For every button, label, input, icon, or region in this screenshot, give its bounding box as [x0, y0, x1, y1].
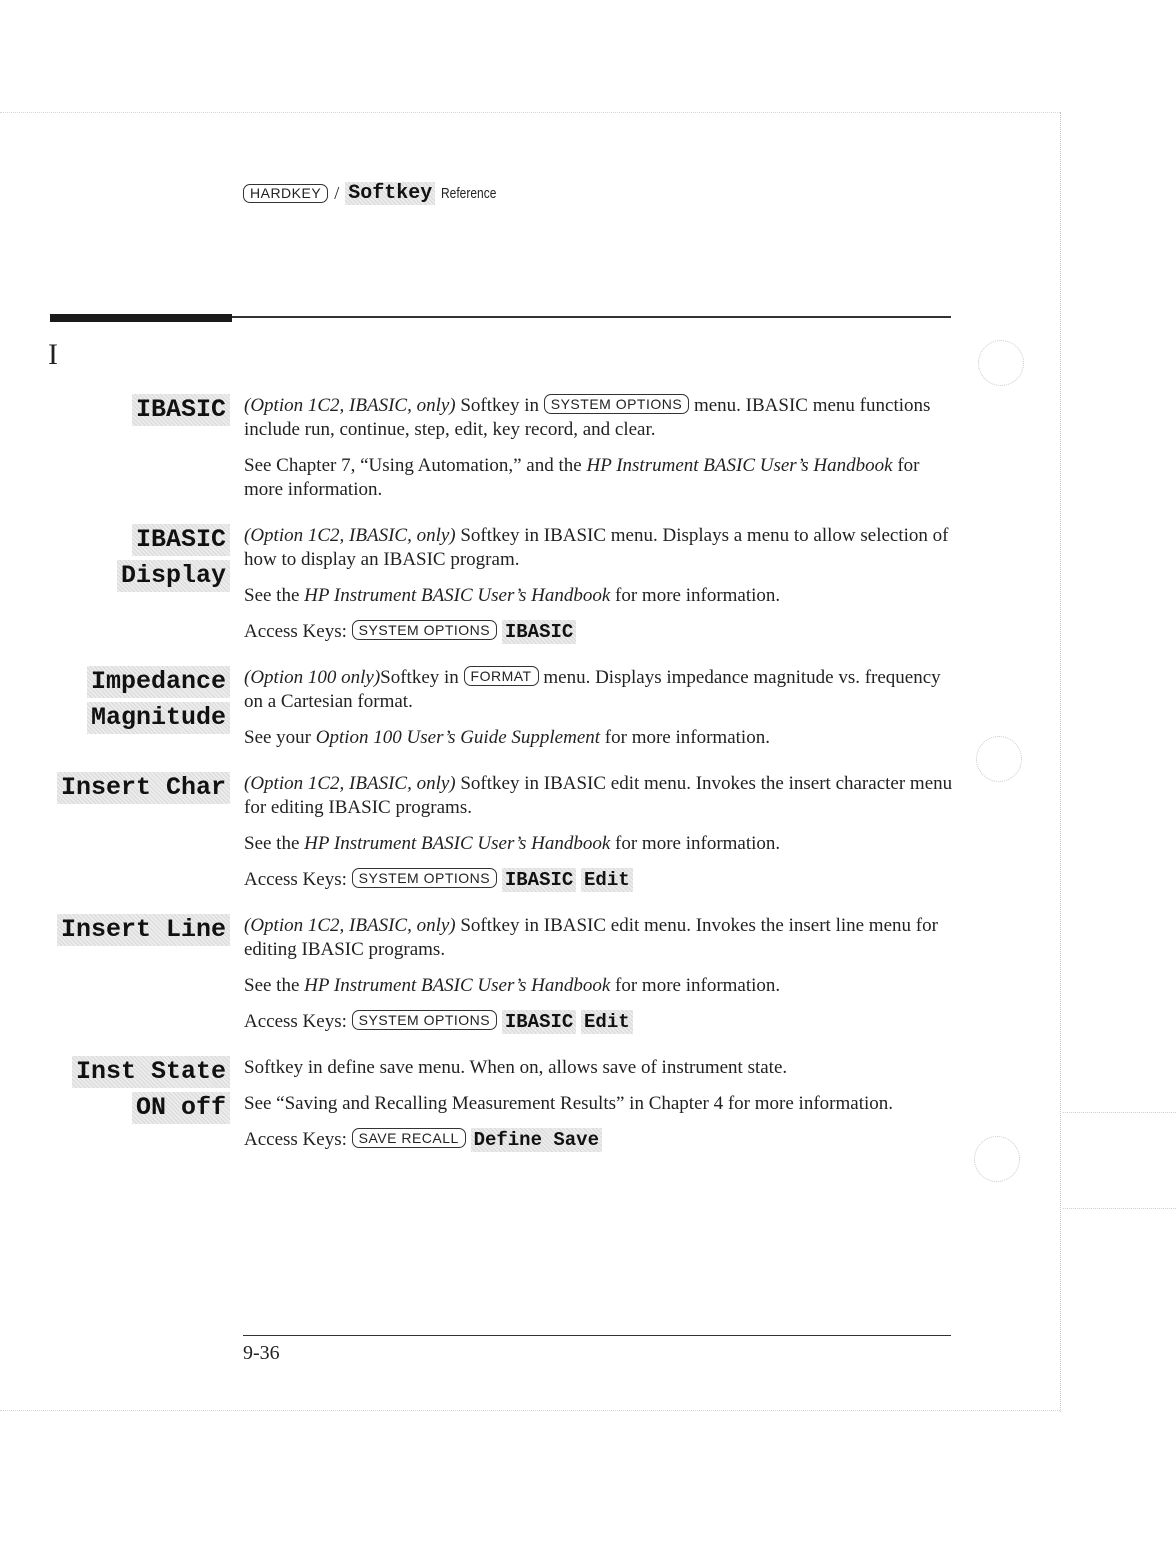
- see-also-paragraph: See the HP Instrument BASIC User’s Handbook for more information.: [244, 975, 781, 996]
- entry-impedance-magnitude: [0, 666, 1000, 750]
- header-reference: Reference: [441, 185, 497, 202]
- section-rule-thick: [50, 314, 232, 322]
- punch-hole-icon: [978, 340, 1024, 386]
- entry-term: [0, 524, 230, 644]
- footer-rule: [243, 1335, 951, 1336]
- description-paragraph: (Option 1C2, IBASIC, only) Softkey in IBASIC edit menu. Invokes the insert character menu for editing IBASIC programs.: [244, 773, 953, 818]
- softkey-ibasic: IBASIC: [502, 620, 576, 644]
- entry-description: [244, 394, 954, 502]
- entry-description: [244, 914, 954, 1034]
- access-keys: Access Keys: SYSTEM OPTIONS IBASIC Edit: [244, 1010, 954, 1034]
- access-keys: Access Keys: SYSTEM OPTIONS IBASIC: [244, 620, 954, 644]
- entry-term: [0, 772, 230, 892]
- entry-term: [0, 914, 230, 1034]
- see-also-paragraph: See the HP Instrument BASIC User’s Handbook for more information.: [244, 833, 781, 854]
- term-softkey: Insert Char: [57, 772, 230, 804]
- description-paragraph: (Option 1C2, IBASIC, only) Softkey in IBASIC menu. Displays a menu to allow selection of how to display an IBASIC program.: [244, 525, 949, 570]
- access-keys: Access Keys: SYSTEM OPTIONS IBASIC Edit: [244, 868, 954, 892]
- page-edge-top: [0, 112, 1060, 113]
- term-softkey: Display: [117, 560, 230, 592]
- softkey-edit: Edit: [581, 868, 633, 892]
- access-keys: Access Keys: SAVE RECALL Define Save: [244, 1128, 954, 1152]
- softkey-define-save: Define Save: [471, 1128, 602, 1152]
- scan-artifact-line: [1063, 1112, 1176, 1113]
- reference-entries: [0, 394, 1000, 1174]
- entry-description: [244, 524, 954, 644]
- page-edge-bottom: [0, 1410, 1060, 1411]
- see-also-paragraph: See “Saving and Recalling Measurement Results” in Chapter 4 for more information.: [244, 1093, 893, 1114]
- softkey-ibasic: IBASIC: [502, 1010, 576, 1034]
- running-header: [243, 182, 510, 205]
- term-softkey: Insert Line: [57, 914, 230, 946]
- see-also-paragraph: See the HP Instrument BASIC User’s Handbook for more information.: [244, 585, 781, 606]
- softkey-edit: Edit: [581, 1010, 633, 1034]
- hardkey-system-options: SYSTEM OPTIONS: [544, 394, 689, 414]
- description-paragraph: (Option 1C2, IBASIC, only) Softkey in IBASIC edit menu. Invokes the insert line menu for editing IBASIC programs.: [244, 915, 938, 960]
- section-letter: I: [48, 338, 58, 371]
- hardkey-system-options: SYSTEM OPTIONS: [352, 868, 497, 888]
- entry-term: [0, 1056, 230, 1152]
- entry-insert-line: [0, 914, 1000, 1034]
- see-also-paragraph: See Chapter 7, “Using Automation,” and the HP Instrument BASIC User’s Handbook for more information.: [244, 455, 920, 500]
- term-softkey: ON off: [132, 1092, 230, 1124]
- entry-description: [244, 772, 954, 892]
- entry-description: [244, 666, 954, 750]
- header-separator: /: [334, 183, 340, 203]
- page-edge-right: [1060, 112, 1061, 1412]
- hardkey-format: FORMAT: [464, 666, 539, 686]
- entry-term: [0, 666, 230, 750]
- see-also-paragraph: See your Option 100 User’s Guide Supplement for more information.: [244, 727, 770, 748]
- hardkey-save-recall: SAVE RECALL: [352, 1128, 466, 1148]
- scan-artifact-line: [1063, 1208, 1176, 1209]
- term-softkey: Impedance: [87, 666, 230, 698]
- description-paragraph: (Option 1C2, IBASIC, only) Softkey in SYSTEM OPTIONS menu. IBASIC menu functions include run, continue, step, edit, key record, and clear.: [244, 395, 931, 440]
- term-softkey: Inst State: [72, 1056, 230, 1088]
- term-softkey: Magnitude: [87, 702, 230, 734]
- entry-description: [244, 1056, 954, 1152]
- entry-inst-state: [0, 1056, 1000, 1152]
- section-rule-thin: [232, 316, 951, 318]
- hardkey-system-options: SYSTEM OPTIONS: [352, 1010, 497, 1030]
- entry-ibasic: [0, 394, 1000, 502]
- header-softkey: Softkey: [345, 182, 435, 205]
- description-paragraph: (Option 100 only)Softkey in FORMAT menu. Displays impedance magnitude vs. frequency on a Cartesian format.: [244, 667, 941, 712]
- term-softkey: IBASIC: [132, 394, 230, 426]
- term-softkey: IBASIC: [132, 524, 230, 556]
- softkey-ibasic: IBASIC: [502, 868, 576, 892]
- entry-term: [0, 394, 230, 502]
- entry-insert-char: [0, 772, 1000, 892]
- header-hardkey: HARDKEY: [243, 184, 328, 203]
- description-paragraph: Softkey in define save menu. When on, allows save of instrument state.: [244, 1057, 788, 1078]
- hardkey-system-options: SYSTEM OPTIONS: [352, 620, 497, 640]
- entry-ibasic-display: [0, 524, 1000, 644]
- page-number: 9-36: [243, 1342, 280, 1364]
